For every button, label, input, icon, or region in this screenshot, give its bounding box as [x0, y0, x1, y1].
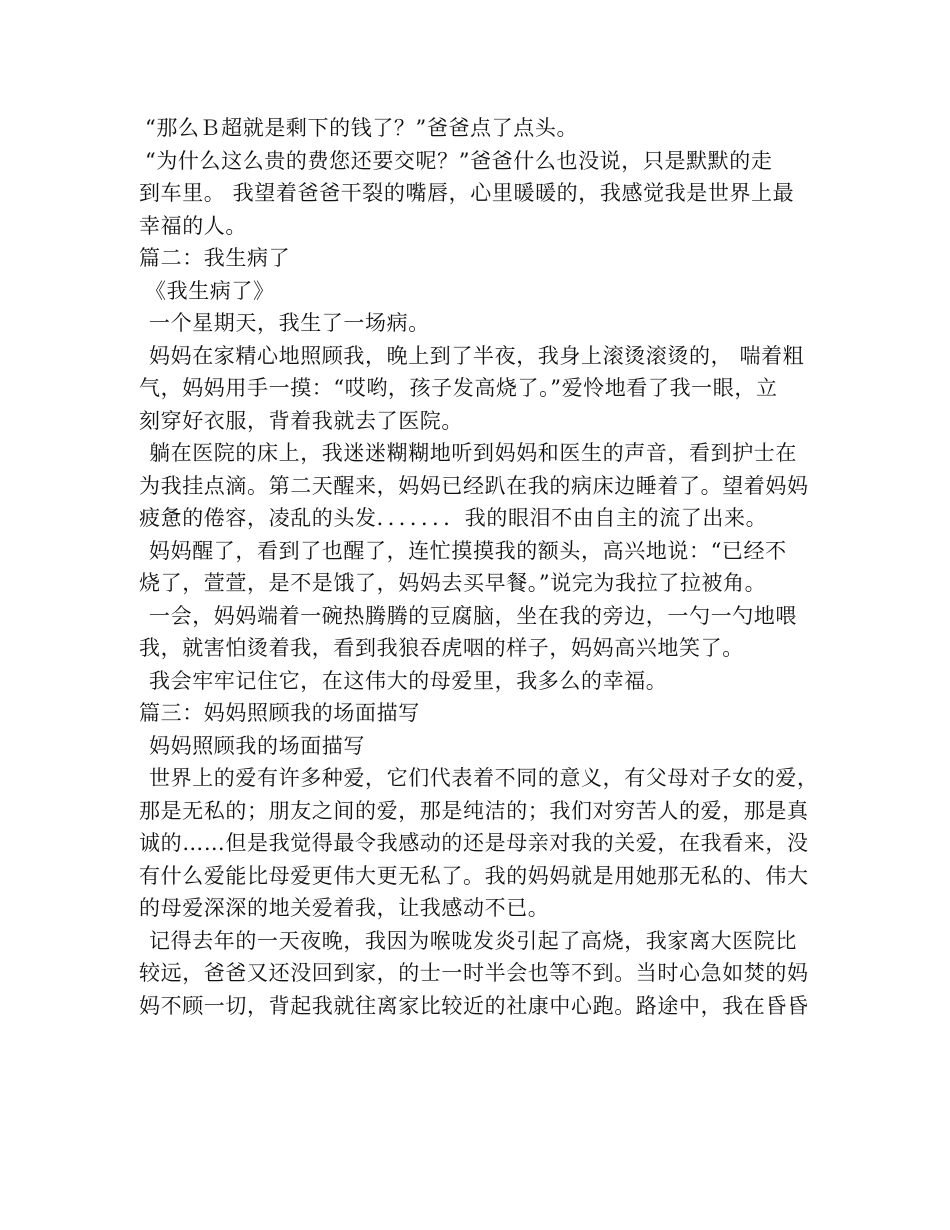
- paragraph-line: 气，妈妈用手一摸：“哎哟，孩子发高烧了。”爱怜地看了我一眼，立: [139, 376, 778, 400]
- paragraph-line: “为什么这么贵的费您还要交呢？”爸爸什么也没说，只是默默的走: [145, 148, 773, 173]
- section-heading: 篇三：妈妈照顾我的场面描写: [139, 701, 420, 725]
- paragraph-line: 幸福的人。: [139, 213, 247, 238]
- article-title: 《我生病了》: [145, 278, 275, 303]
- paragraph-line: 妈妈在家精心地照顾我，晚上到了半夜，我身上滚烫滚烫的， 喘着粗: [149, 343, 805, 368]
- paragraph-line: 记得去年的一天夜晚，我因为喉咙发炎引起了高烧，我家离大医院比: [149, 928, 797, 953]
- paragraph-line: 世界上的爱有许多种爱，它们代表着不同的意义，有父母对子女的爱，: [149, 766, 819, 790]
- paragraph-line: 较远，爸爸又还没回到家，的士一时半会也等不到。当时心急如焚的妈: [139, 961, 809, 985]
- article-title: 妈妈照顾我的场面描写: [149, 733, 365, 758]
- document-body: [139, 112, 819, 1022]
- paragraph-line: 为我挂点滴。第二天醒来，妈妈已经趴在我的病床边睡着了。望着妈妈: [139, 473, 809, 498]
- paragraph-line: 的母爱深深的地关爱着我，让我感动不已。: [139, 896, 550, 920]
- paragraph-line: 妈妈醒了，看到了也醒了，连忙摸摸我的额头，高兴地说：“已经不: [149, 538, 787, 563]
- paragraph-line: 我，就害怕烫着我，看到我狼吞虎咽的样子，妈妈高兴地笑了。: [139, 636, 744, 660]
- paragraph-line: 刻穿好衣服，背着我就去了医院。: [139, 408, 463, 433]
- section-heading: 篇二：我生病了: [139, 246, 291, 270]
- paragraph-line: 一个星期天，我生了一场病。: [149, 311, 430, 335]
- paragraph-line: 疲惫的倦容，凌乱的头发．．．．．．．我的眼泪不由自主的流了出来。: [139, 506, 768, 530]
- paragraph-line: 到车里。 我望着爸爸干裂的嘴唇，心里暖暖的，我感觉我是世界上最: [139, 181, 795, 205]
- paragraph-line: “那么Ｂ超就是剩下的钱了？”爸爸点了点头。: [145, 116, 579, 140]
- paragraph-line: 妈不顾一切，背起我就往离家比较近的社康中心跑。路途中，我在昏昏: [139, 993, 809, 1018]
- paragraph-line: 一会，妈妈端着一碗热腾腾的豆腐脑，坐在我的旁边，一勺一勺地喂: [149, 603, 797, 628]
- paragraph-line: 有什么爱能比母爱更伟大更无私了。我的妈妈就是用她那无私的、伟大: [139, 863, 809, 888]
- paragraph-line: 躺在医院的床上，我迷迷糊糊地听到妈妈和医生的声音，看到护士在: [149, 441, 797, 465]
- paragraph-line: 诚的……但是我觉得最令我感动的还是母亲对我的关爱，在我看来，没: [139, 831, 809, 855]
- paragraph-line: 那是无私的；朋友之间的爱，那是纯洁的；我们对穷苦人的爱，那是真: [139, 798, 809, 823]
- paragraph-line: 我会牢牢记住它，在这伟大的母爱里，我多么的幸福。: [149, 668, 668, 693]
- paragraph-line: 烧了，萱萱，是不是饿了，妈妈去买早餐。”说完为我拉了拉被角。: [139, 571, 767, 595]
